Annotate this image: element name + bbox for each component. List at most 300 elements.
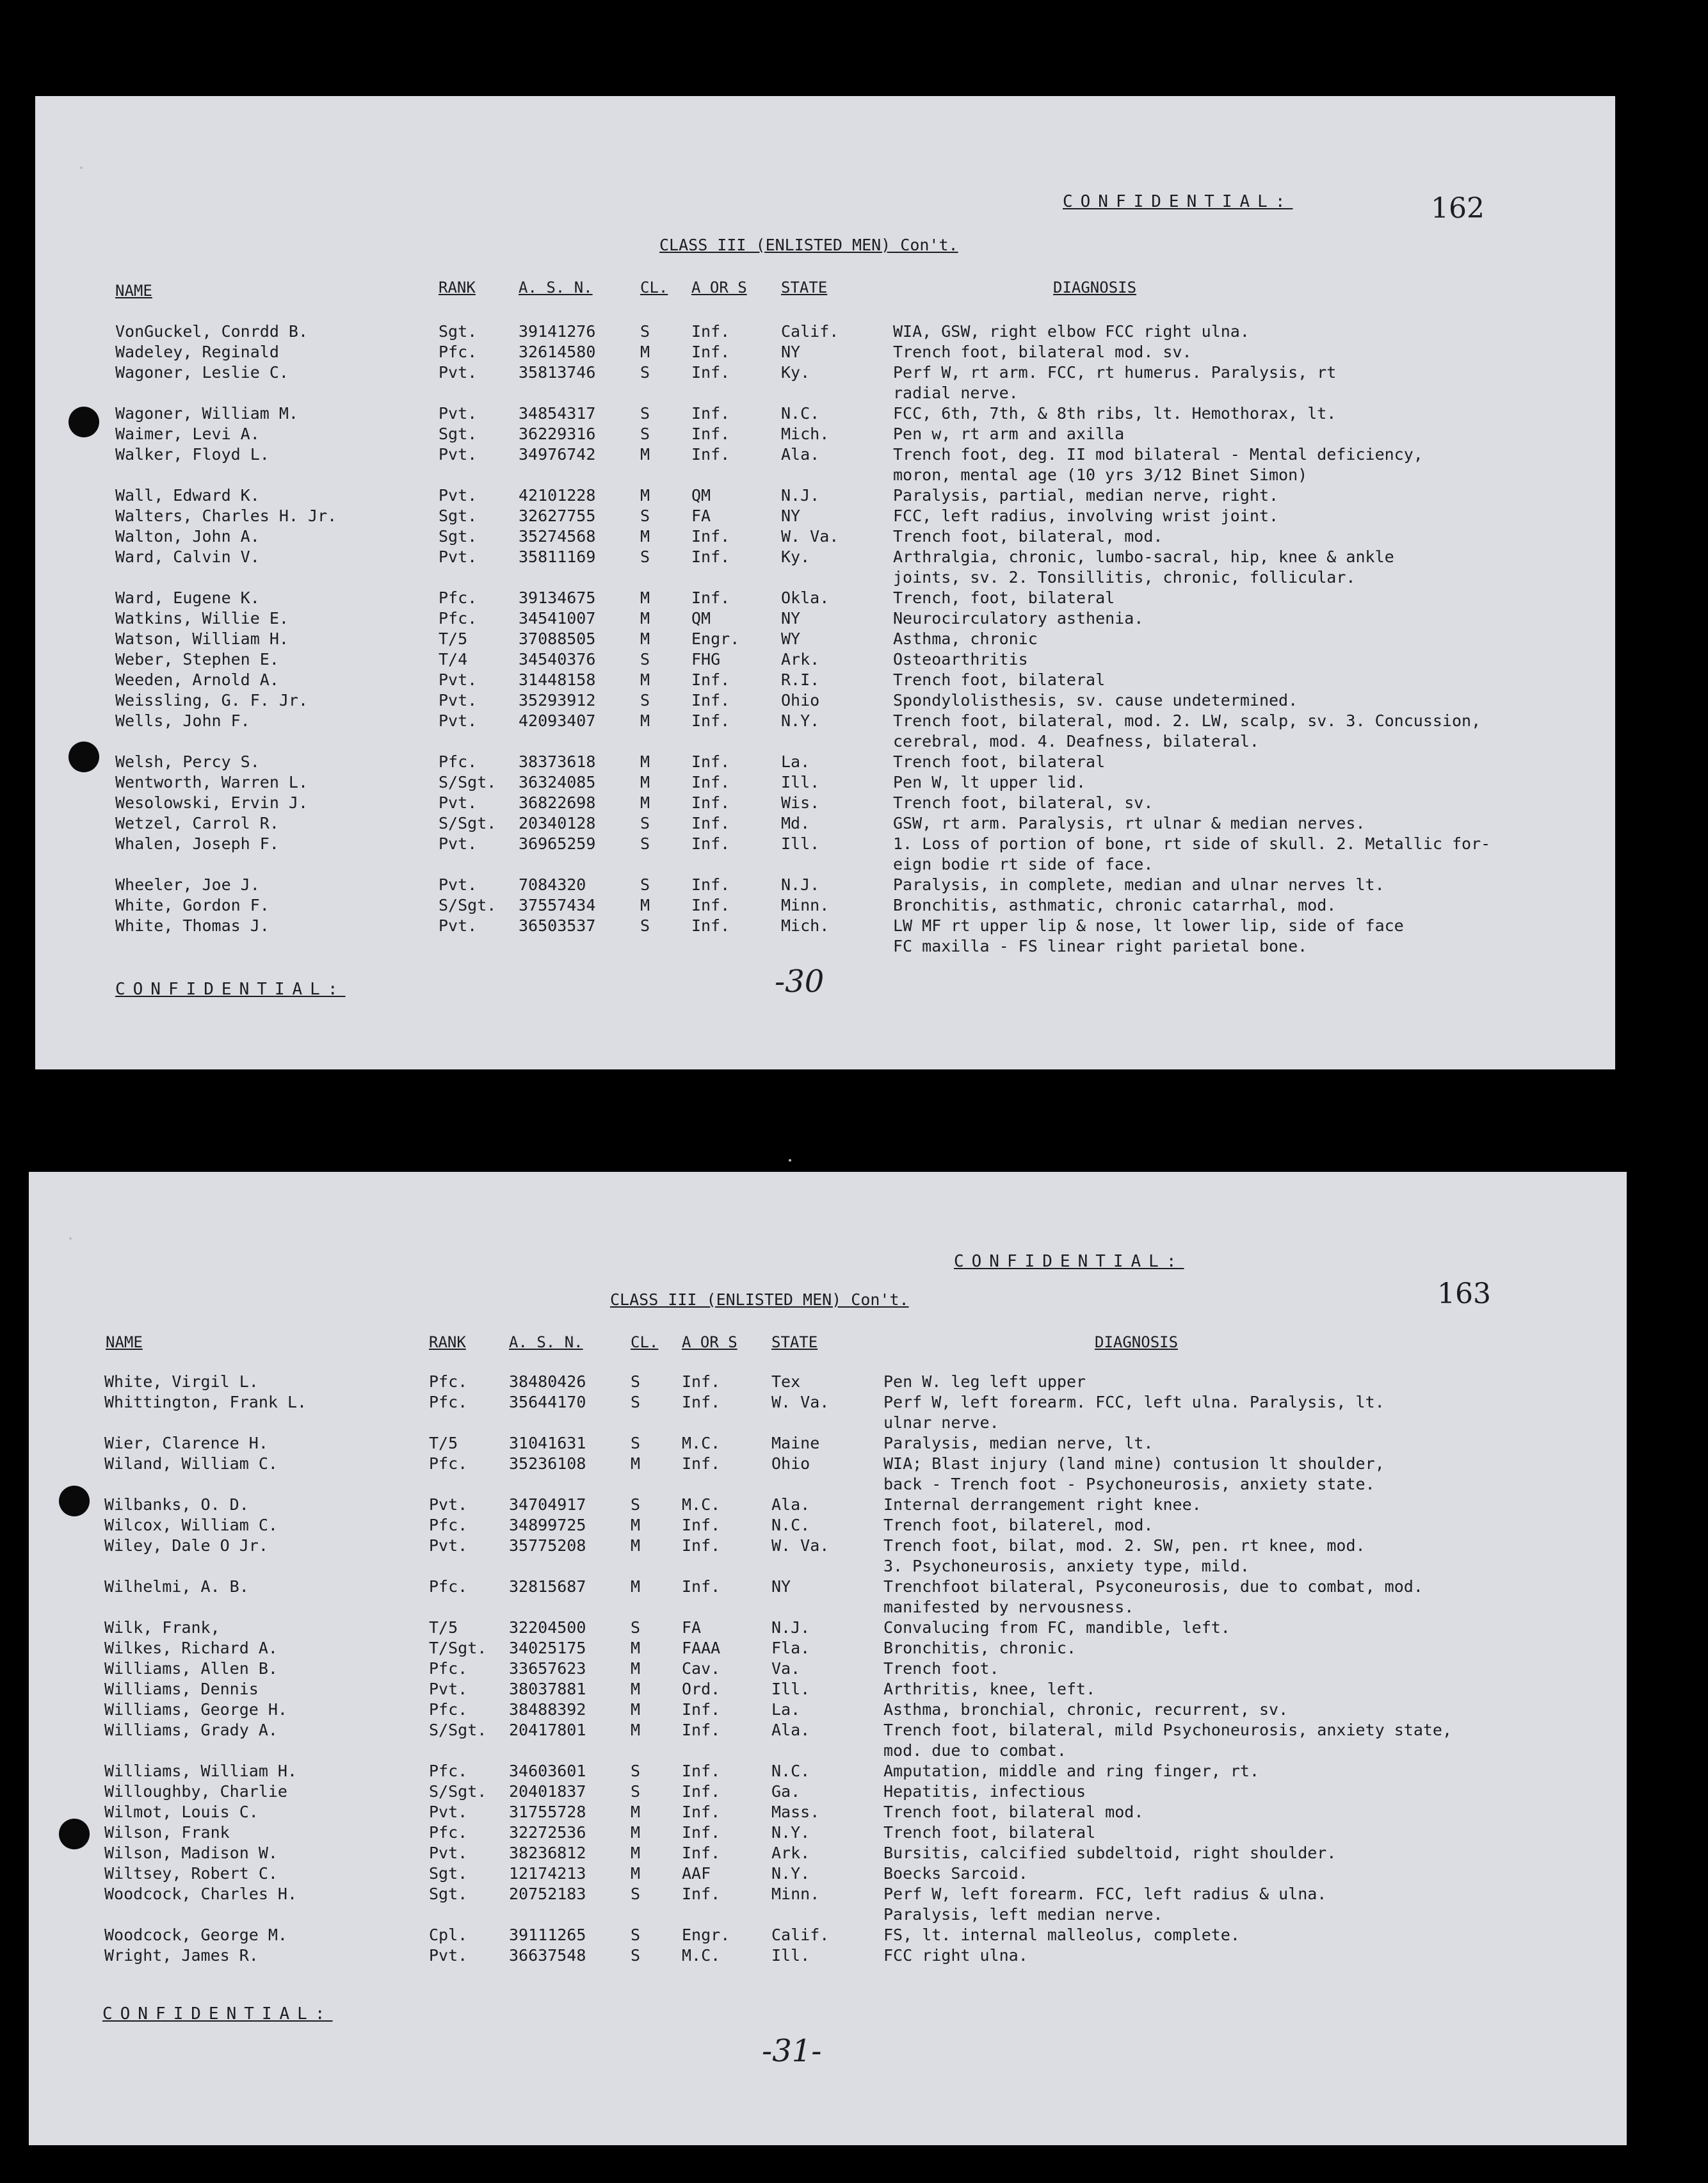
cell-name: White, Virgil L. (104, 1372, 259, 1391)
cell-a-or-s: Inf. (691, 425, 730, 443)
cell-diagnosis: FCC right ulna. (883, 1946, 1028, 1965)
cell-asn: 34899725 (509, 1516, 586, 1534)
cell-state: N.C. (771, 1516, 810, 1534)
cell-diagnosis: Paralysis, in complete, median and ulnar nerves lt. (893, 875, 1385, 894)
cell-class: S (640, 363, 650, 382)
cell-rank: Pvt. (439, 834, 478, 853)
cell-state: N.C. (771, 1762, 810, 1780)
cell-a-or-s: AAF (682, 1864, 711, 1883)
cell-a-or-s: Inf. (682, 1721, 721, 1739)
header-asn: A. S. N. (509, 1333, 583, 1351)
cell-class: M (640, 670, 650, 689)
table-row (29, 1536, 1627, 1577)
cell-name: Willoughby, Charlie (104, 1782, 287, 1801)
cell-asn: 36822698 (519, 793, 596, 812)
cell-state: WY (781, 629, 801, 648)
cell-class: M (640, 773, 650, 791)
cell-name: Wilk, Frank, (104, 1618, 220, 1637)
cell-state: Fla. (771, 1639, 810, 1657)
punch-hole (68, 407, 99, 437)
cell-class: M (640, 711, 650, 730)
cell-state: Tex (771, 1372, 801, 1391)
cell-name: Wilmot, Louis C. (104, 1803, 259, 1821)
cell-rank: Sgt. (439, 527, 478, 546)
cell-a-or-s: Inf. (691, 691, 730, 710)
cell-state: La. (781, 752, 810, 771)
cell-rank: Pvt. (429, 1803, 468, 1821)
table-row (35, 444, 1615, 485)
cell-asn: 20401837 (509, 1782, 586, 1801)
cell-name: Wilson, Frank (104, 1823, 230, 1842)
cell-asn: 31755728 (509, 1803, 586, 1821)
cell-a-or-s: M.C. (682, 1495, 721, 1514)
cell-a-or-s: FHG (691, 650, 721, 669)
cell-asn: 38373618 (519, 752, 596, 771)
cell-name: Williams, Allen B. (104, 1659, 278, 1678)
cell-class: S (631, 1885, 641, 1903)
cell-rank: Pvt. (439, 363, 478, 382)
cell-class: S (631, 1618, 641, 1637)
cell-asn: 35775208 (509, 1536, 586, 1555)
cell-state: Ky. (781, 548, 810, 566)
cell-diagnosis: Trench foot. (883, 1659, 999, 1678)
cell-name: Wiland, William C. (104, 1454, 278, 1473)
cell-rank: Pvt. (429, 1495, 468, 1514)
cell-diagnosis: Trench foot, bilateral mod. (883, 1803, 1144, 1821)
cell-diagnosis: WIA; Blast injury (land mine) contusion lt shoulder, back - Trench foot - Psychoneurosis, anxiety state. (883, 1454, 1385, 1493)
confidential-header: CONFIDENTIAL: (1063, 192, 1293, 211)
cell-rank: Pvt. (439, 711, 478, 730)
cell-diagnosis: WIA, GSW, right elbow FCC right ulna. (893, 322, 1250, 341)
cell-rank: Pfc. (429, 1659, 468, 1678)
cell-diagnosis: FS, lt. internal malleolus, complete. (883, 1926, 1240, 1944)
cell-a-or-s: QM (691, 486, 711, 505)
cell-a-or-s: Inf. (682, 1536, 721, 1555)
cell-name: Wright, James R. (104, 1946, 259, 1965)
cell-rank: T/5 (439, 629, 468, 648)
cell-class: M (631, 1454, 641, 1473)
cell-name: Williams, Grady A. (104, 1721, 278, 1739)
cell-a-or-s: Inf. (691, 548, 730, 566)
cell-asn: 38037881 (509, 1680, 586, 1698)
cell-asn: 34540376 (519, 650, 596, 669)
cell-a-or-s: Inf. (691, 752, 730, 771)
cell-state: Okla. (781, 588, 830, 607)
cell-name: Whalen, Joseph F. (115, 834, 279, 853)
header-state: STATE (781, 279, 828, 296)
cell-state: N.J. (771, 1618, 810, 1637)
cell-class: S (631, 1762, 641, 1780)
cell-diagnosis: Hepatitis, infectious (883, 1782, 1086, 1801)
cell-rank: Cpl. (429, 1926, 468, 1944)
cell-state: Minn. (781, 896, 830, 914)
cell-diagnosis: GSW, rt arm. Paralysis, rt ulnar & median nerves. (893, 814, 1366, 832)
cell-a-or-s: Inf. (691, 875, 730, 894)
cell-a-or-s: FAAA (682, 1639, 721, 1657)
page-number: 162 (1431, 192, 1485, 225)
class-title: CLASS III (ENLISTED MEN) Con't. (659, 236, 958, 254)
cell-asn: 39111265 (509, 1926, 586, 1944)
cell-name: Weeden, Arnold A. (115, 670, 279, 689)
cell-name: Wentworth, Warren L. (115, 773, 309, 791)
punch-hole (59, 1486, 90, 1516)
cell-a-or-s: Inf. (682, 1372, 721, 1391)
cell-a-or-s: Inf. (691, 445, 730, 464)
cell-a-or-s: Inf. (691, 343, 730, 361)
cell-name: Wilbanks, O. D. (104, 1495, 249, 1514)
cell-diagnosis: FCC, 6th, 7th, & 8th ribs, lt. Hemothorax, lt. (893, 404, 1337, 423)
cell-state: NY (781, 609, 801, 628)
cell-asn: 35236108 (509, 1454, 586, 1473)
header-a-or-s: A OR S (682, 1333, 737, 1351)
cell-diagnosis: Pen w, rt arm and axilla (893, 425, 1125, 443)
cell-state: Ala. (771, 1721, 810, 1739)
cell-name: VonGuckel, Conrdd B. (115, 322, 309, 341)
cell-name: Welsh, Percy S. (115, 752, 260, 771)
cell-a-or-s: Inf. (682, 1577, 721, 1596)
cell-name: Wetzel, Carrol R. (115, 814, 279, 832)
cell-class: M (640, 343, 650, 361)
handwritten-page-number: -30 (775, 964, 825, 1000)
document-page-2 (29, 1172, 1627, 2145)
cell-name: Ward, Eugene K. (115, 588, 260, 607)
cell-name: Weissling, G. F. Jr. (115, 691, 309, 710)
cell-rank: Pfc. (429, 1762, 468, 1780)
cell-name: Walters, Charles H. Jr. (115, 507, 337, 525)
class-title: CLASS III (ENLISTED MEN) Con't. (610, 1290, 909, 1309)
cell-a-or-s: Inf. (682, 1762, 721, 1780)
cell-a-or-s: Inf. (682, 1885, 721, 1903)
cell-asn: 38480426 (509, 1372, 586, 1391)
header-cl: CL. (640, 279, 668, 296)
cell-asn: 32815687 (509, 1577, 586, 1596)
cell-rank: Pvt. (439, 691, 478, 710)
cell-name: Williams, George H. (104, 1700, 287, 1719)
cell-asn: 12174213 (509, 1864, 586, 1883)
cell-name: Williams, Dennis (104, 1680, 259, 1698)
cell-asn: 7084320 (519, 875, 586, 894)
cell-name: White, Gordon F. (115, 896, 270, 914)
cell-class: M (631, 1823, 641, 1842)
cell-state: Ill. (781, 773, 820, 791)
cell-rank: T/4 (439, 650, 468, 669)
cell-name: Wagoner, Leslie C. (115, 363, 289, 382)
table-row (35, 916, 1615, 957)
cell-class: M (640, 486, 650, 505)
cell-state: Minn. (771, 1885, 820, 1903)
cell-asn: 38236812 (509, 1844, 586, 1862)
cell-rank: Pfc. (429, 1823, 468, 1842)
cell-rank: Sgt. (439, 507, 478, 525)
cell-name: Wier, Clarence H. (104, 1434, 268, 1452)
cell-class: M (631, 1536, 641, 1555)
cell-asn: 37088505 (519, 629, 596, 648)
cell-class: S (631, 1434, 641, 1452)
cell-class: S (640, 507, 650, 525)
speck (80, 166, 83, 169)
cell-state: Ill. (771, 1680, 810, 1698)
header-rank: RANK (439, 279, 476, 296)
cell-asn: 34704917 (509, 1495, 586, 1514)
cell-asn: 36229316 (519, 425, 596, 443)
cell-diagnosis: Paralysis, partial, median nerve, right. (893, 486, 1279, 505)
cell-rank: Pvt. (439, 486, 478, 505)
cell-a-or-s: Inf. (691, 670, 730, 689)
table-row (29, 1945, 1627, 1986)
cell-class: M (631, 1639, 641, 1657)
cell-asn: 34603601 (509, 1762, 586, 1780)
cell-rank: Pvt. (439, 793, 478, 812)
cell-a-or-s: Cav. (682, 1659, 721, 1678)
cell-name: Woodcock, George M. (104, 1926, 287, 1944)
cell-asn: 20752183 (509, 1885, 586, 1903)
cell-state: N.Y. (771, 1864, 810, 1883)
cell-state: Ark. (781, 650, 820, 669)
cell-asn: 35644170 (509, 1393, 586, 1411)
cell-state: NY (781, 343, 801, 361)
cell-rank: Pvt. (439, 670, 478, 689)
cell-diagnosis: Arthralgia, chronic, lumbo-sacral, hip, knee & ankle joints, sv. 2. Tonsillitis, chronic, follicular. (893, 548, 1394, 587)
cell-rank: Pvt. (429, 1680, 468, 1698)
cell-a-or-s: Ord. (682, 1680, 721, 1698)
cell-asn: 34854317 (519, 404, 596, 423)
cell-asn: 32204500 (509, 1618, 586, 1637)
cell-state: Mich. (781, 425, 830, 443)
confidential-footer: CONFIDENTIAL: (102, 2004, 333, 2024)
cell-rank: Pvt. (439, 404, 478, 423)
cell-asn: 36324085 (519, 773, 596, 791)
cell-rank: Pfc. (429, 1516, 468, 1534)
cell-diagnosis: LW MF rt upper lip & nose, lt lower lip, side of face FC maxilla - FS linear right parietal bone. (893, 916, 1404, 955)
speck (69, 1237, 72, 1240)
cell-state: Md. (781, 814, 810, 832)
cell-rank: Pvt. (439, 548, 478, 566)
cell-name: Wiley, Dale O Jr. (104, 1536, 268, 1555)
cell-asn: 32272536 (509, 1823, 586, 1842)
cell-diagnosis: Trench foot, bilateral (893, 752, 1106, 771)
cell-diagnosis: Perf W, rt arm. FCC, rt humerus. Paralysis, rt radial nerve. (893, 363, 1337, 402)
punch-hole (59, 1819, 90, 1849)
cell-a-or-s: QM (691, 609, 711, 628)
cell-name: Watkins, Willie E. (115, 609, 289, 628)
cell-a-or-s: Inf. (682, 1803, 721, 1821)
cell-asn: 36965259 (519, 834, 596, 853)
cell-diagnosis: Internal derrangement right knee. (883, 1495, 1202, 1514)
header-a-or-s: A OR S (691, 279, 747, 296)
confidential-footer: CONFIDENTIAL: (115, 980, 346, 999)
cell-a-or-s: Engr. (691, 629, 740, 648)
cell-state: N.Y. (771, 1823, 810, 1842)
cell-asn: 35811169 (519, 548, 596, 566)
cell-asn: 39141276 (519, 322, 596, 341)
cell-class: S (640, 322, 650, 341)
cell-diagnosis: FCC, left radius, involving wrist joint. (893, 507, 1279, 525)
header-name: NAME (115, 282, 152, 300)
cell-class: M (640, 609, 650, 628)
cell-rank: Pfc. (429, 1700, 468, 1719)
cell-state: Ill. (771, 1946, 810, 1965)
cell-class: S (631, 1926, 641, 1944)
cell-state: Ala. (781, 445, 820, 464)
table-row (29, 1454, 1627, 1495)
cell-class: M (631, 1844, 641, 1862)
cell-state: Va. (771, 1659, 801, 1678)
cell-rank: Pvt. (439, 916, 478, 935)
cell-name: Ward, Calvin V. (115, 548, 260, 566)
cell-name: Walton, John A. (115, 527, 260, 546)
cell-a-or-s: M.C. (682, 1946, 721, 1965)
cell-state: Maine (771, 1434, 820, 1452)
cell-class: M (631, 1680, 641, 1698)
cell-state: Ark. (771, 1844, 810, 1862)
cell-class: M (631, 1803, 641, 1821)
cell-a-or-s: Inf. (691, 793, 730, 812)
cell-asn: 32614580 (519, 343, 596, 361)
cell-diagnosis: Trench foot, bilateral, mod. (893, 527, 1163, 546)
cell-a-or-s: Inf. (691, 404, 730, 423)
cell-class: S (631, 1372, 641, 1391)
cell-diagnosis: Perf W, left forearm. FCC, left radius & ulna. Paralysis, left median nerve. (883, 1885, 1327, 1924)
header-diagnosis: DIAGNOSIS (1053, 279, 1137, 296)
cell-diagnosis: Trench foot, bilateral mod. sv. (893, 343, 1192, 361)
cell-rank: S/Sgt. (429, 1782, 487, 1801)
cell-asn: 37557434 (519, 896, 596, 914)
cell-rank: Sgt. (429, 1864, 468, 1883)
cell-class: M (640, 527, 650, 546)
cell-class: S (631, 1946, 641, 1965)
cell-asn: 35813746 (519, 363, 596, 382)
cell-name: Wadeley, Reginald (115, 343, 279, 361)
cell-class: M (631, 1516, 641, 1534)
cell-a-or-s: Inf. (691, 773, 730, 791)
cell-rank: Pfc. (429, 1454, 468, 1473)
header-name: NAME (106, 1333, 143, 1351)
cell-state: N.C. (781, 404, 820, 423)
cell-state: Ill. (781, 834, 820, 853)
cell-diagnosis: Bronchitis, chronic. (883, 1639, 1077, 1657)
cell-class: S (640, 404, 650, 423)
cell-rank: Pfc. (429, 1577, 468, 1596)
cell-rank: Pfc. (439, 752, 478, 771)
cell-class: M (631, 1864, 641, 1883)
cell-rank: T/Sgt. (429, 1639, 487, 1657)
cell-rank: Pvt. (439, 875, 478, 894)
cell-diagnosis: 1. Loss of portion of bone, rt side of skull. 2. Metallic for- eign bodie rt side of face. (893, 834, 1491, 873)
cell-diagnosis: Bursitis, calcified subdeltoid, right shoulder. (883, 1844, 1337, 1862)
cell-state: La. (771, 1700, 801, 1719)
cell-a-or-s: FA (691, 507, 711, 525)
cell-diagnosis: Osteoarthritis (893, 650, 1028, 669)
cell-asn: 42101228 (519, 486, 596, 505)
handwritten-page-number: -31- (762, 2033, 822, 2069)
cell-rank: Pfc. (439, 609, 478, 628)
cell-asn: 20340128 (519, 814, 596, 832)
page-number: 163 (1437, 1278, 1491, 1310)
cell-a-or-s: Inf. (682, 1516, 721, 1534)
cell-class: M (640, 629, 650, 648)
cell-a-or-s: Inf. (691, 588, 730, 607)
cell-diagnosis: Trench foot, bilateral, mild Psychoneurosis, anxiety state, mod. due to combat. (883, 1721, 1453, 1760)
cell-a-or-s: Inf. (691, 322, 730, 341)
cell-class: M (631, 1721, 641, 1739)
cell-asn: 38488392 (509, 1700, 586, 1719)
cell-rank: Pfc. (429, 1372, 468, 1391)
cell-rank: S/Sgt. (439, 773, 497, 791)
cell-class: S (640, 650, 650, 669)
cell-name: Waimer, Levi A. (115, 425, 260, 443)
cell-a-or-s: Inf. (682, 1454, 721, 1473)
cell-state: R.I. (781, 670, 820, 689)
cell-state: N.J. (781, 875, 820, 894)
cell-state: NY (781, 507, 801, 525)
cell-asn: 20417801 (509, 1721, 586, 1739)
cell-diagnosis: Spondylolisthesis, sv. cause undetermined. (893, 691, 1298, 710)
cell-diagnosis: Trenchfoot bilateral, Psyconeurosis, due to combat, mod. manifested by nervousness. (883, 1577, 1423, 1616)
cell-name: Wiltsey, Robert C. (104, 1864, 278, 1883)
cell-asn: 35293912 (519, 691, 596, 710)
cell-rank: S/Sgt. (439, 814, 497, 832)
cell-class: S (640, 425, 650, 443)
cell-class: S (640, 814, 650, 832)
cell-diagnosis: Asthma, bronchial, chronic, recurrent, sv. (883, 1700, 1289, 1719)
cell-diagnosis: Amputation, middle and ring finger, rt. (883, 1762, 1259, 1780)
cell-asn: 31448158 (519, 670, 596, 689)
cell-a-or-s: Inf. (682, 1393, 721, 1411)
cell-class: M (640, 445, 650, 464)
cell-rank: Pvt. (429, 1844, 468, 1862)
cell-asn: 36503537 (519, 916, 596, 935)
cell-class: M (640, 896, 650, 914)
cell-asn: 42093407 (519, 711, 596, 730)
cell-state: Calif. (771, 1926, 830, 1944)
cell-asn: 35274568 (519, 527, 596, 546)
cell-state: Ky. (781, 363, 810, 382)
table-row (29, 1577, 1627, 1618)
cell-state: N.Y. (781, 711, 820, 730)
table-row (35, 547, 1615, 588)
cell-a-or-s: Inf. (691, 896, 730, 914)
cell-name: Wall, Edward K. (115, 486, 260, 505)
cell-asn: 31041631 (509, 1434, 586, 1452)
cell-diagnosis: Pen W. leg left upper (883, 1372, 1086, 1391)
cell-asn: 33657623 (509, 1659, 586, 1678)
table-row (35, 362, 1615, 403)
header-cl: CL. (631, 1333, 659, 1351)
cell-name: Wilhelmi, A. B. (104, 1577, 249, 1596)
cell-class: M (640, 588, 650, 607)
cell-class: M (631, 1577, 641, 1596)
cell-state: N.J. (781, 486, 820, 505)
cell-diagnosis: Trench, foot, bilateral (893, 588, 1115, 607)
cell-state: Ohio (781, 691, 820, 710)
cell-rank: T/5 (429, 1618, 458, 1637)
cell-rank: S/Sgt. (429, 1721, 487, 1739)
cell-asn: 34541007 (519, 609, 596, 628)
cell-state: Ga. (771, 1782, 801, 1801)
cell-class: S (640, 875, 650, 894)
header-rank: RANK (429, 1333, 466, 1351)
cell-a-or-s: Engr. (682, 1926, 730, 1944)
cell-name: Wilson, Madison W. (104, 1844, 278, 1862)
cell-name: Walker, Floyd L. (115, 445, 270, 464)
cell-asn: 34976742 (519, 445, 596, 464)
cell-name: Wesolowski, Ervin J. (115, 793, 309, 812)
cell-diagnosis: Asthma, chronic (893, 629, 1038, 648)
cell-rank: Pfc. (439, 343, 478, 361)
cell-a-or-s: Inf. (691, 916, 730, 935)
header-diagnosis: DIAGNOSIS (1095, 1333, 1179, 1351)
cell-name: Wagoner, William M. (115, 404, 298, 423)
